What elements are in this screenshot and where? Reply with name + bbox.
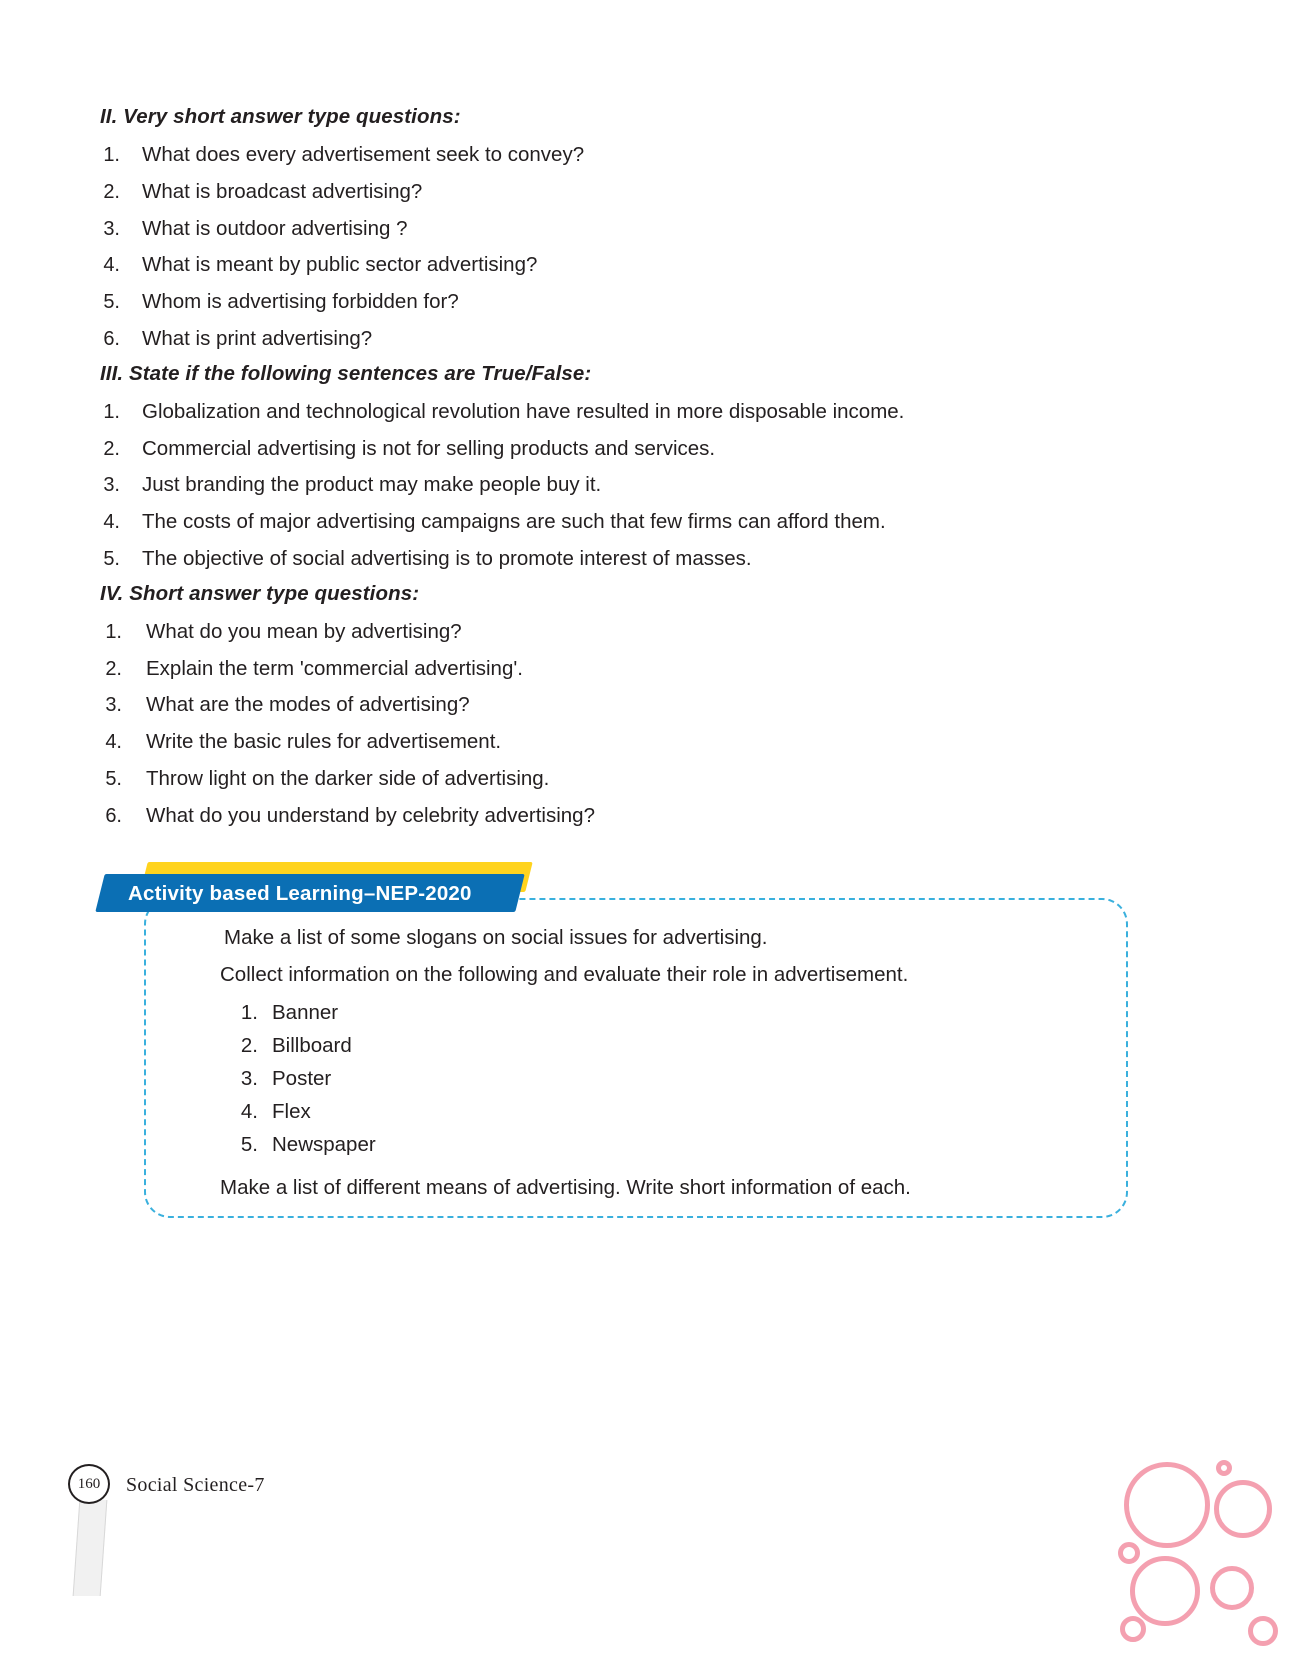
section-heading-3: III. State if the following sentences are True/False: <box>100 361 592 385</box>
list-item <box>100 211 1180 248</box>
list-number: 6. <box>103 327 120 350</box>
list-text: Throw light on the darker side of advertising. <box>146 766 550 790</box>
list-number: 3. <box>103 474 120 497</box>
list-item <box>100 247 1180 284</box>
list-item <box>100 174 1180 211</box>
list-number: 5. <box>105 767 122 790</box>
circle-icon <box>1216 1460 1232 1476</box>
list-item <box>100 467 1180 504</box>
list-text: What is meant by public sector advertising? <box>142 253 538 277</box>
list-item <box>100 504 1180 541</box>
list-number: 2. <box>105 657 122 680</box>
list-number: 6. <box>105 804 122 827</box>
list-text: Write the basic rules for advertisement. <box>146 730 502 754</box>
page-number: 160 <box>77 1476 101 1492</box>
list-number: 3. <box>105 694 122 717</box>
activity-item-list <box>220 996 1100 1161</box>
circle-icon <box>1118 1542 1140 1564</box>
list-text: The costs of major advertising campaigns are such that few firms can afford them. <box>142 510 886 534</box>
list-text: What do you mean by advertising? <box>146 619 462 643</box>
list-number: 1. <box>103 400 120 423</box>
list-item <box>100 724 1180 761</box>
activity-line-1: Make a list of some slogans on social issues for advertising. <box>224 926 768 949</box>
list-item <box>100 687 1180 724</box>
list-number: 2. <box>103 180 120 203</box>
list-item <box>100 651 1180 688</box>
list-number: 4. <box>105 731 122 754</box>
list-number: 1. <box>105 620 122 643</box>
list-number: 4. <box>103 254 120 277</box>
circle-icon <box>1120 1616 1146 1642</box>
circle-icon <box>1130 1556 1200 1626</box>
list-item <box>100 798 1180 835</box>
list-item <box>100 614 1180 651</box>
question-list-3 <box>100 394 1180 578</box>
page-footer <box>68 1464 265 1506</box>
list-text: Explain the term 'commercial advertising'. <box>146 656 523 680</box>
list-item <box>100 431 1180 468</box>
list-text: Poster <box>272 1067 332 1090</box>
activity-footer-line: Make a list of different means of advertising. Write short information of each. <box>220 1176 911 1199</box>
list-item <box>100 541 1180 578</box>
activity-line-2: Collect information on the following and evaluate their role in advertisement. <box>220 963 909 986</box>
list-text: Banner <box>272 1001 339 1024</box>
activity-section <box>100 862 1130 1222</box>
section-heading-4: IV. Short answer type questions: <box>100 581 420 605</box>
question-list-2 <box>100 137 1180 358</box>
list-text: What is broadcast advertising? <box>142 179 423 203</box>
list-item <box>220 1029 1100 1062</box>
list-number: 4. <box>103 511 120 534</box>
circle-icon <box>1210 1566 1254 1610</box>
book-title: Social Science-7 <box>126 1473 265 1496</box>
list-number: 5. <box>240 1133 258 1156</box>
circle-icon <box>1214 1480 1272 1538</box>
list-item <box>100 761 1180 798</box>
list-item <box>220 1095 1100 1128</box>
circle-icon <box>1124 1462 1210 1548</box>
list-text: What does every advertisement seek to convey? <box>142 143 585 166</box>
list-number: 4. <box>240 1100 258 1123</box>
list-text: What is print advertising? <box>142 326 373 350</box>
list-number: 5. <box>103 291 120 314</box>
list-item <box>100 321 1180 358</box>
list-item <box>220 1062 1100 1095</box>
list-text: Newspaper <box>272 1133 376 1156</box>
list-item <box>220 1128 1100 1161</box>
list-item <box>100 284 1180 321</box>
list-number: 2. <box>240 1034 258 1057</box>
list-text: Whom is advertising forbidden for? <box>142 290 459 314</box>
list-text: Flex <box>272 1100 311 1123</box>
list-text: What is outdoor advertising ? <box>142 216 408 240</box>
list-number: 3. <box>240 1067 258 1090</box>
list-item <box>100 394 1180 431</box>
list-text: What do you understand by celebrity advertising? <box>146 803 595 827</box>
activity-content <box>220 920 1100 1204</box>
questions-content <box>100 105 1180 839</box>
list-number: 2. <box>103 437 120 460</box>
list-number: 1. <box>240 1001 258 1024</box>
question-list-4 <box>100 614 1180 835</box>
list-item <box>100 137 1180 174</box>
footer-ribbon-decoration <box>73 1500 108 1596</box>
list-text: What are the modes of advertising? <box>146 693 470 717</box>
section-heading-2: II. Very short answer type questions: <box>100 105 461 128</box>
list-number: 1. <box>103 144 120 166</box>
page-number-badge <box>68 1464 110 1506</box>
decorative-bubbles <box>1066 1426 1296 1656</box>
list-number: 3. <box>103 217 120 240</box>
circle-icon <box>1248 1616 1278 1646</box>
activity-tab-label: Activity based Learning–NEP-2020 <box>128 882 472 905</box>
list-text: Billboard <box>272 1034 352 1057</box>
list-item <box>220 996 1100 1029</box>
list-text: Globalization and technological revolution have resulted in more disposable income. <box>142 399 905 423</box>
list-text: The objective of social advertising is to promote interest of masses. <box>142 546 752 570</box>
list-text: Just branding the product may make people buy it. <box>142 473 602 497</box>
list-text: Commercial advertising is not for selling products and services. <box>142 436 716 460</box>
list-number: 5. <box>103 547 120 570</box>
